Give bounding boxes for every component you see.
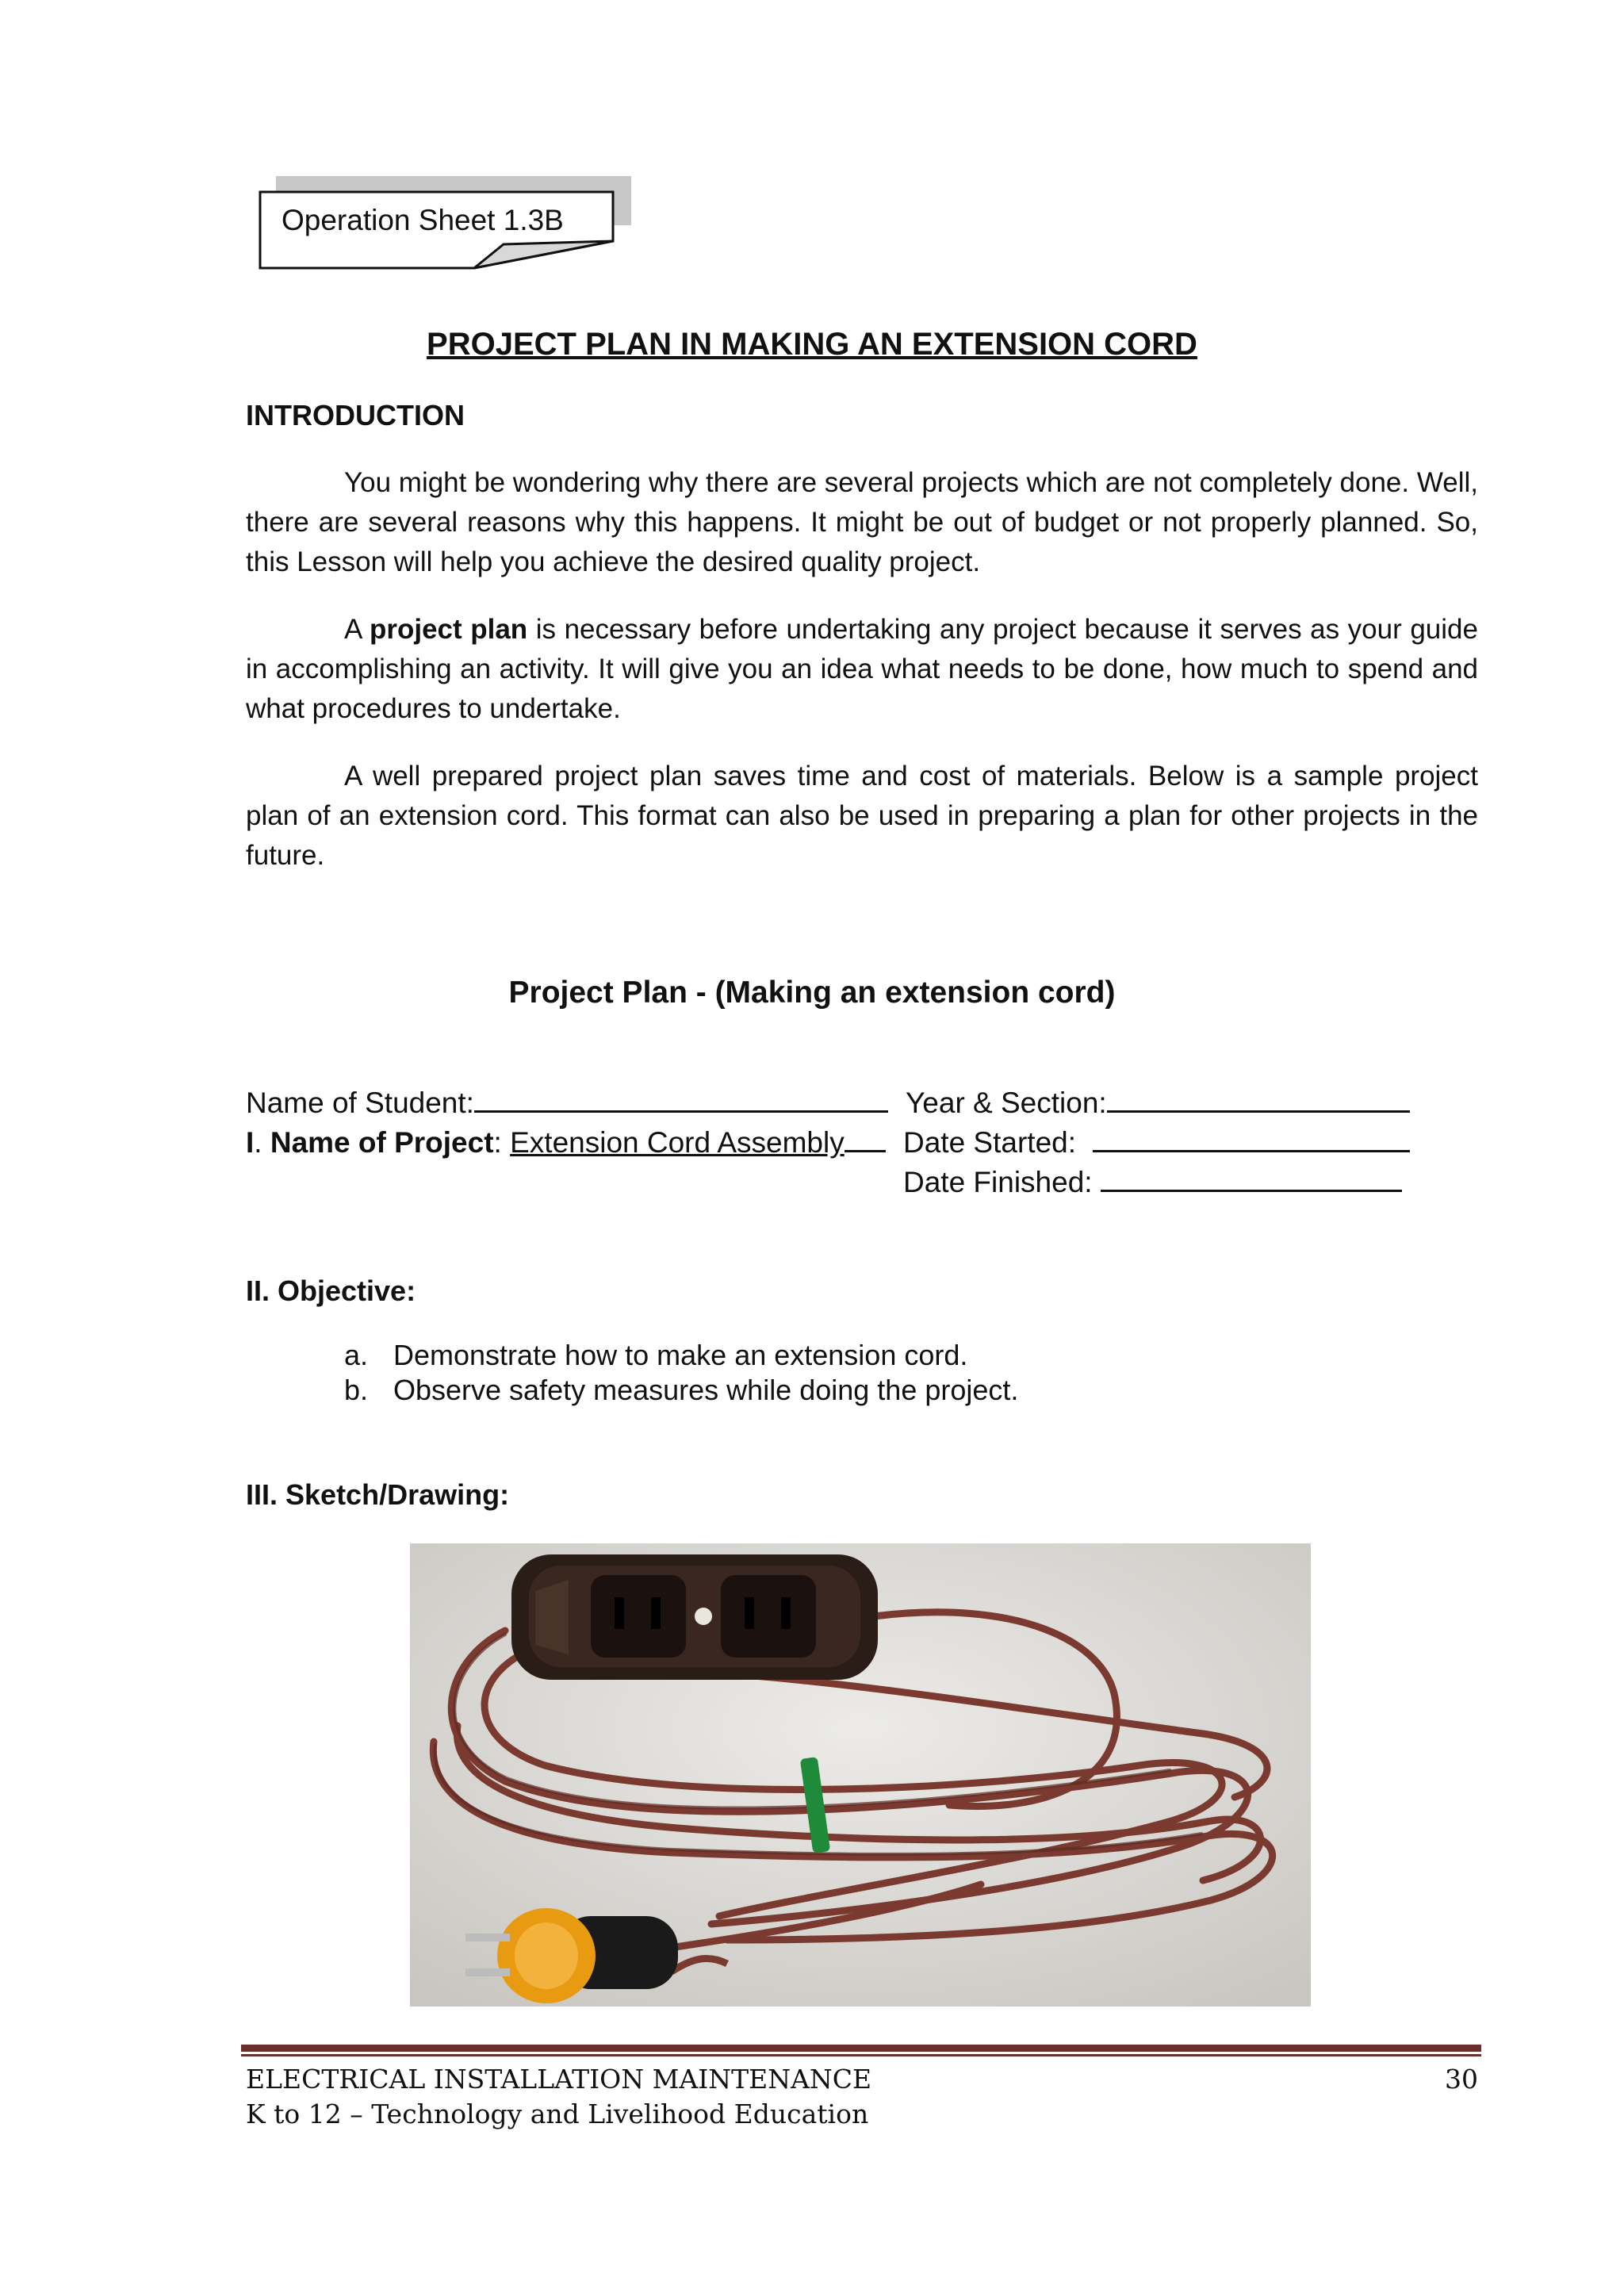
date-finished-row — [903, 1164, 1402, 1199]
footer-program: K to 12 – Technology and Livelihood Education — [246, 2099, 869, 2129]
year-section-row — [906, 1085, 1410, 1120]
date-started-row — [903, 1125, 1410, 1159]
page-number: 30 — [1445, 2064, 1478, 2095]
name-of-student-blank[interactable] — [474, 1085, 888, 1113]
name-of-project-blank — [845, 1125, 886, 1152]
name-of-student-label: Name of Student: — [246, 1087, 474, 1119]
date-started-label: Date Started: — [903, 1126, 1077, 1159]
objective-marker: b. — [344, 1374, 369, 1406]
project-plan-term: project plan — [369, 614, 528, 645]
objective-heading: II. Objective: — [246, 1274, 416, 1307]
year-section-blank[interactable] — [1107, 1085, 1410, 1113]
name-of-student-row — [246, 1085, 888, 1120]
objective-item — [344, 1339, 967, 1372]
introduction-heading: INTRODUCTION — [246, 399, 465, 431]
intro-paragraph-1: You might be wondering why there are several projects which are not completely done. Well, there are several reasons why this happens. It might be out of budget or not properly planned. So, this Lesson will help you achieve the desired quality project. — [246, 467, 1478, 577]
objective-text: Observe safety measures while doing the project. — [393, 1374, 1019, 1406]
name-of-project-row: I. Name of Project: Extension Cord Assembly — [246, 1125, 886, 1159]
extension-cord-photo — [410, 1543, 1311, 2007]
name-of-project-value: Extension Cord Assembly — [510, 1126, 845, 1159]
project-numeral: I — [246, 1126, 255, 1159]
paragraph-2-lead: A — [344, 614, 362, 645]
footer-course-title: ELECTRICAL INSTALLATION MAINTENANCE — [246, 2064, 872, 2095]
operation-sheet-label: Operation Sheet 1.3B — [282, 204, 564, 236]
date-finished-label: Date Finished: — [903, 1166, 1093, 1198]
paragraph-2-rest: is necessary before undertaking any project because it serves as your guide in accomplishing an activity. It will give you an idea what needs to be done, how much to spend and what procedures to undertake. — [246, 614, 1478, 724]
objective-item — [344, 1374, 1018, 1407]
date-finished-blank[interactable] — [1101, 1164, 1402, 1192]
project-plan-title: Project Plan - (Making an extension cord) — [508, 976, 1116, 1010]
objective-text: Demonstrate how to make an extension cord. — [393, 1339, 968, 1371]
year-section-label: Year & Section: — [906, 1087, 1107, 1119]
footer-rule-thin — [241, 2054, 1481, 2056]
footer-rule — [241, 2045, 1481, 2052]
date-started-blank[interactable] — [1093, 1125, 1410, 1152]
objective-marker: a. — [344, 1339, 369, 1371]
page-title: PROJECT PLAN IN MAKING AN EXTENSION CORD — [427, 327, 1197, 362]
name-of-project-label: Name of Project — [270, 1126, 494, 1159]
intro-paragraph-3: A well prepared project plan saves time and cost of materials. Below is a sample project plan of an extension cord. This format can also be used in preparing a plan for other projects in the future. — [246, 761, 1478, 871]
sketch-heading: III. Sketch/Drawing: — [246, 1478, 510, 1511]
intro-paragraph-2 — [246, 610, 1478, 729]
